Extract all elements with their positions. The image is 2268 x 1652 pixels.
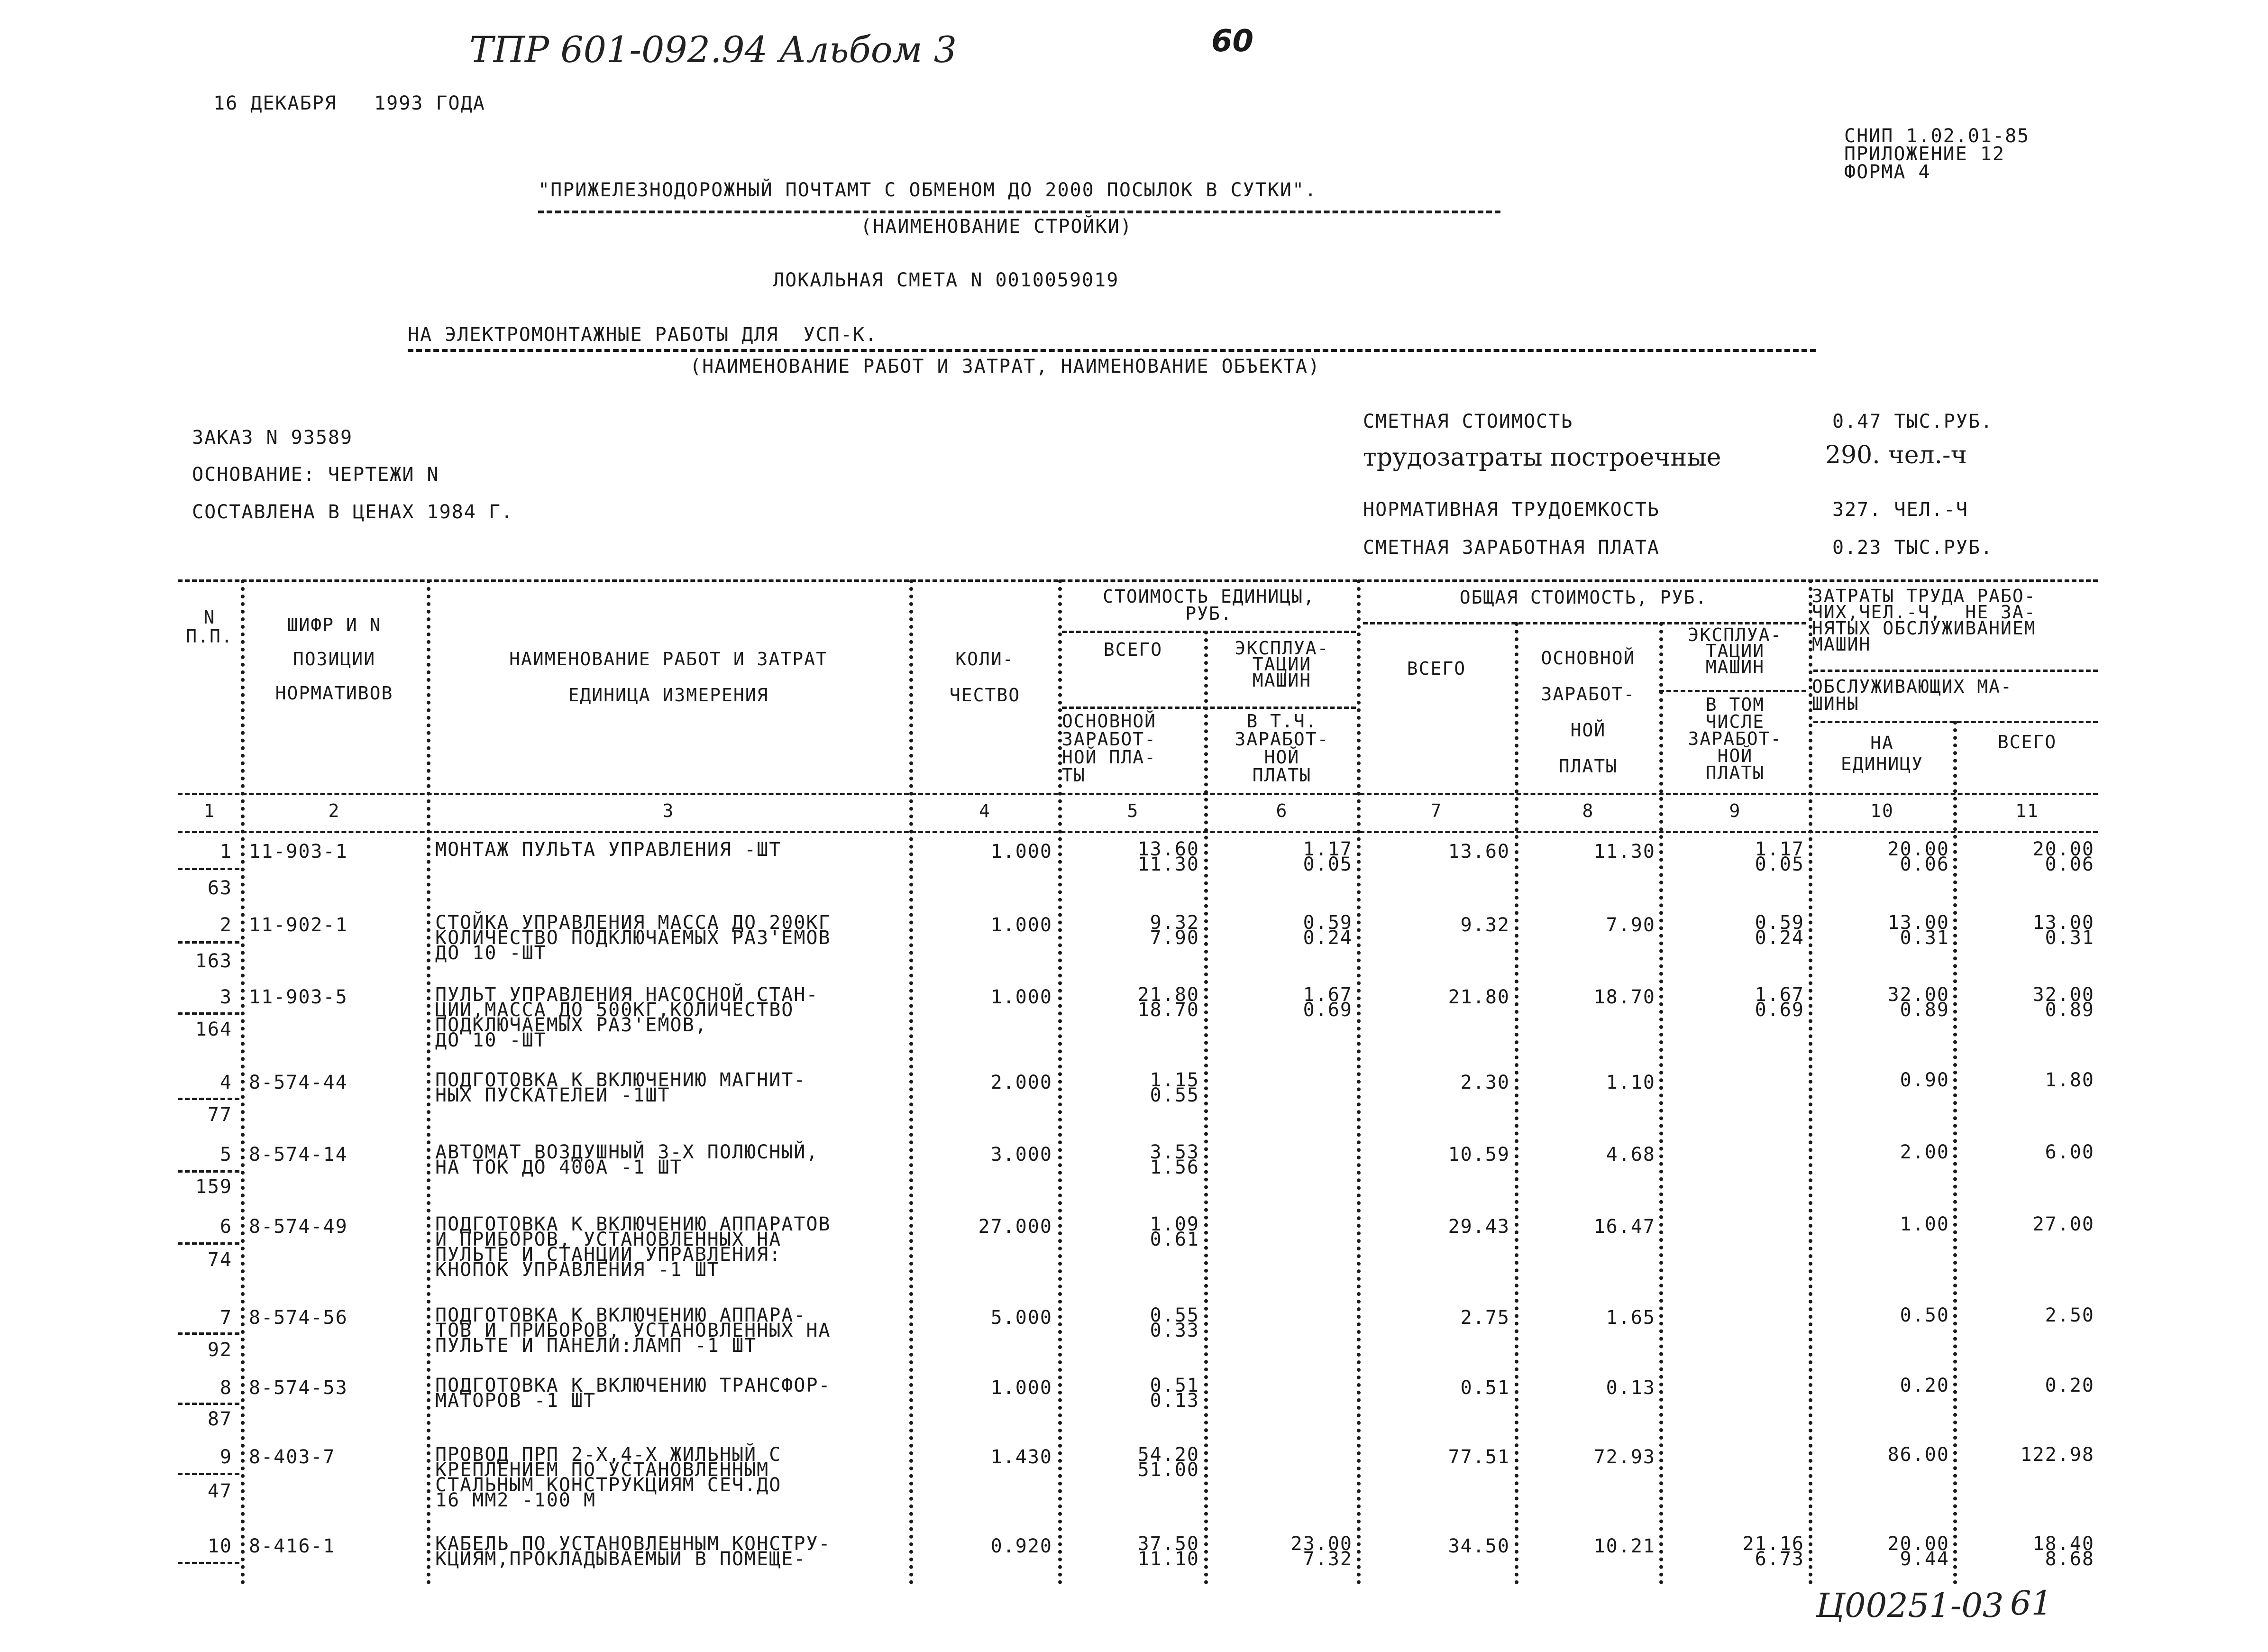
col-sep [1204,631,1208,1585]
row-name: ПОДГОТОВКА К ВКЛЮЧЕНИЮ АППАРАТОВ И ПРИБОРОВ, УСТАНОВЛЕННЫХ НА ПУЛЬТЕ И СТАНЦИИ УПРАВЛЕНИЯ: КНОПОК УПРАВЛЕНИЯ -1 ШТ [435,1213,831,1281]
row-code: 11-903-1 [249,841,348,863]
row-number: 10 [207,1535,232,1557]
labor-site-value: 290. чел.-ч [1825,441,1967,469]
row-subnumber: 74 [207,1249,232,1271]
wage-label: СМЕТНАЯ ЗАРАБОТНАЯ ПЛАТА [1363,537,1660,559]
handwritten-title: ТПР 601-092.94 Альбом 3 [469,28,957,71]
row-number: 6 [219,1216,232,1238]
header-qty: КОЛИ- ЧЕСТВО [949,649,1021,706]
row-total-machine: 1.67 0.69 [1755,984,1804,1021]
row-code: 8-416-1 [249,1535,336,1557]
row-unit-total: 0.51 0.13 [1150,1375,1199,1412]
row-labor-total: 0.20 [2045,1375,2094,1396]
snip-line: ФОРМА 4 [1844,161,1931,183]
document-date: 16 ДЕКАБРЯ 1993 ГОДА [213,92,485,114]
estimate-cost-label: СМЕТНАЯ СТОИМОСТЬ [1363,411,1573,432]
header-unit-total: ВСЕГО [1103,639,1163,660]
row-total-all: 10.59 [1448,1144,1510,1166]
norm-labor-value: 327. ЧЕЛ.-Ч [1832,499,1968,521]
row-labor-unit: 13.00 0.31 [1887,912,1949,949]
row-total-wage: 1.65 [1606,1307,1655,1329]
row-number: 9 [219,1446,232,1468]
row-number: 8 [219,1377,232,1399]
row-subnumber: 63 [207,877,232,899]
row-separator [178,1562,239,1564]
row-subnumber: 163 [195,950,232,972]
row-total-wage: 18.70 [1593,986,1655,1008]
row-name: ПУЛЬТ УПРАВЛЕНИЯ НАСОСНОЙ СТАН- ЦИИ,МАССА ДО 500КГ,КОЛИЧЕСТВО ПОДКЛЮЧАЕМЫХ РАЗ'ЕМОВ, ДО 10 -ШТ [435,984,819,1051]
row-total-wage: 7.90 [1606,914,1655,936]
header-name: НАИМЕНОВАНИЕ РАБОТ И ЗАТРАТ ЕДИНИЦА ИЗМЕРЕНИЯ [509,649,828,706]
row-labor-unit: 2.00 [1900,1141,1949,1163]
row-number: 3 [219,986,232,1008]
col-sep [1659,622,1663,1585]
row-total-wage: 72.93 [1593,1446,1655,1468]
row-number: 4 [219,1072,232,1093]
row-code: 11-903-5 [249,986,348,1008]
row-unit-total: 21.80 18.70 [1137,984,1199,1021]
wage-value: 0.23 ТЫС.РУБ. [1832,537,1994,559]
row-unit-total: 54.20 51.00 [1137,1444,1199,1481]
snip-line: СНИП 1.02.01-85 [1844,125,2030,147]
row-labor-unit: 0.50 [1900,1304,1949,1326]
row-labor-total: 32.00 0.89 [2032,984,2094,1021]
row-total-wage: 11.30 [1593,841,1655,863]
row-name: ПОДГОТОВКА К ВКЛЮЧЕНИЮ ТРАНСФОР- МАТОРОВ -1 ШТ [435,1375,831,1412]
row-unit-total: 13.60 11.30 [1137,838,1199,875]
row-qty: 3.000 [990,1144,1052,1166]
row-separator [178,1242,239,1245]
col-sep [1953,721,1957,1585]
row-subnumber: 92 [207,1339,232,1361]
header-unit-cost: СТОИМОСТЬ ЕДИНИЦЫ, РУБ. [1103,586,1315,624]
row-total-all: 2.30 [1460,1072,1510,1093]
construction-caption: (НАИМЕНОВАНИЕ СТРОЙКИ) [860,216,1133,238]
header-rule [1062,707,1356,709]
row-total-machine: 21.16 6.73 [1742,1533,1804,1570]
row-total-all: 34.50 [1448,1535,1510,1557]
col-number: 1 [203,800,216,821]
row-labor-total: 18.40 8.68 [2032,1533,2094,1570]
header-labor: ЗАТРАТЫ ТРУДА РАБО- ЧИХ,ЧЕЛ.-Ч, НЕ ЗА- НЯТЫХ ОБСЛУЖИВАНИЕМ МАШИН [1812,586,2036,655]
row-number: 1 [219,841,232,863]
header-rule [1813,670,2098,672]
header-labor-total: ВСЕГО [1997,732,2057,753]
works-name: НА ЭЛЕКТРОМОНТАЖНЫЕ РАБОТЫ ДЛЯ УСП-К. [408,324,878,346]
header-total-machine: ЭКСПЛУА- ТАЦИИ МАШИН [1688,624,1783,678]
row-total-all: 29.43 [1448,1216,1510,1238]
header-rule [1062,631,1356,633]
header-unit-machine-wage: В Т.Ч. ЗАРАБОТ- НОЙ ПЛАТЫ [1235,711,1329,786]
row-total-wage: 1.10 [1606,1072,1655,1093]
row-total-all: 9.32 [1460,914,1510,936]
col-number: 4 [979,800,991,821]
col-number: 9 [1729,800,1741,821]
row-unit-machine: 23.00 7.32 [1290,1533,1353,1570]
row-unit-machine: 1.67 0.69 [1303,984,1353,1021]
row-separator [178,1403,239,1405]
header-total-wage: ОСНОВНОЙ ЗАРАБОТ- НОЙ ПЛАТЫ [1541,648,1636,777]
col-number: 11 [2015,800,2039,821]
row-number: 7 [219,1307,232,1329]
col-sep [1058,579,1062,1585]
row-subnumber: 164 [195,1019,232,1040]
row-name: КАБЕЛЬ ПО УСТАНОВЛЕННЫМ КОНСТРУ- КЦИЯМ,ПРОКЛАДЫВАЕМЫЙ В ПОМЕЩЕ- [435,1533,831,1570]
row-unit-machine: 0.59 0.24 [1303,912,1353,949]
order-number: ЗАКАЗ N 93589 [192,427,353,449]
row-labor-total: 2.50 [2045,1304,2094,1326]
row-separator [178,1473,239,1475]
row-code: 8-574-53 [249,1377,348,1399]
row-labor-unit: 1.00 [1900,1213,1949,1235]
row-subnumber: 87 [207,1408,232,1430]
row-qty: 27.000 [978,1216,1052,1238]
row-unit-total: 9.32 7.90 [1150,912,1199,949]
row-qty: 1.430 [990,1446,1052,1468]
basis: ОСНОВАНИЕ: ЧЕРТЕЖИ N [192,464,439,486]
col-sep [241,579,245,1585]
header-total-all: ВСЕГО [1407,658,1466,679]
row-total-machine: 0.59 0.24 [1755,912,1804,949]
col-number: 5 [1127,800,1139,821]
estimate-title: ЛОКАЛЬНАЯ СМЕТА N 0010059019 [773,269,1119,291]
row-qty: 2.000 [990,1072,1052,1093]
col-number: 7 [1430,800,1443,821]
row-separator [178,1098,239,1100]
row-total-all: 21.80 [1448,986,1510,1008]
row-unit-total: 37.50 11.10 [1137,1533,1199,1570]
row-subnumber: 159 [195,1176,232,1198]
row-unit-total: 3.53 1.56 [1150,1141,1199,1178]
page-number: 60 [1211,24,1254,59]
row-separator [178,1332,239,1335]
row-labor-unit: 32.00 0.89 [1887,984,1949,1021]
row-labor-unit: 0.90 [1900,1069,1949,1091]
row-unit-total: 1.15 0.55 [1150,1069,1199,1106]
row-qty: 0.920 [990,1535,1052,1557]
row-code: 8-574-56 [249,1307,348,1329]
row-separator [178,941,239,944]
row-total-wage: 16.47 [1593,1216,1655,1238]
row-total-all: 2.75 [1460,1307,1510,1329]
row-code: 8-574-14 [249,1144,348,1166]
norm-labor-label: НОРМАТИВНАЯ ТРУДОЕМКОСТЬ [1363,499,1660,521]
row-name: АВТОМАТ ВОЗДУШНЫЙ 3-Х ПОЛЮСНЫЙ, НА ТОК ДО 400А -1 ШТ [435,1141,819,1178]
row-qty: 1.000 [990,1377,1052,1399]
row-labor-total: 1.80 [2045,1069,2094,1091]
col-number: 6 [1276,800,1288,821]
row-subnumber: 77 [207,1104,232,1126]
row-total-wage: 0.13 [1606,1377,1655,1399]
header-total-cost: ОБЩАЯ СТОИМОСТЬ, РУБ. [1459,587,1708,608]
estimate-cost-value: 0.47 ТЫС.РУБ. [1832,411,1994,432]
col-sep [1357,579,1361,1585]
row-separator [178,868,239,870]
row-subnumber: 47 [207,1480,232,1502]
row-labor-unit: 20.00 0.06 [1887,838,1949,875]
row-total-all: 0.51 [1460,1377,1510,1399]
col-number: 10 [1870,800,1894,821]
row-total-wage: 10.21 [1593,1535,1655,1557]
col-number: 2 [328,800,340,821]
price-base: СОСТАВЛЕНА В ЦЕНАХ 1984 Г. [192,501,514,523]
construction-name: "ПРИЖЕЛЕЗНОДОРОЖНЫЙ ПОЧТАМТ С ОБМЕНОМ ДО 2000 ПОСЫЛОК В СУТКИ". [538,179,1317,201]
works-caption: (НАИМЕНОВАНИЕ РАБОТ И ЗАТРАТ, НАИМЕНОВАНИЕ ОБЪЕКТА) [690,356,1321,377]
header-labor-unit: НА ЕДИНИЦУ [1840,733,1924,774]
header-unit-machine: ЭКСПЛУА- ТАЦИИ МАШИН [1235,638,1329,691]
row-name: ПОДГОТОВКА К ВКЛЮЧЕНИЮ АППАРА- ТОВ И ПРИБОРОВ, УСТАНОВЛЕННЫХ НА ПУЛЬТЕ И ПАНЕЛИ:ЛАМП -1 ШТ [435,1304,831,1357]
footer-page-number: 61 [2010,1584,2053,1623]
row-qty: 1.000 [990,986,1052,1008]
row-code: 8-403-7 [249,1446,336,1468]
row-code: 8-574-49 [249,1216,348,1238]
row-labor-total: 13.00 0.31 [2032,912,2094,949]
header-rule [1659,690,1806,692]
row-separator [178,1170,239,1173]
snip-line: ПРИЛОЖЕНИЕ 12 [1844,143,2005,165]
header-total-machine-wage: В ТОМ ЧИСЛЕ ЗАРАБОТ- НОЙ ПЛАТЫ [1688,694,1783,783]
row-unit-total: 1.09 0.61 [1150,1213,1199,1250]
row-qty: 1.000 [990,914,1052,936]
row-labor-unit: 20.00 9.44 [1887,1533,1949,1570]
row-total-wage: 4.68 [1606,1144,1655,1166]
row-name: МОНТАЖ ПУЛЬТА УПРАВЛЕНИЯ -ШТ [435,839,782,861]
row-labor-total: 122.98 [2020,1444,2094,1466]
header-code: ШИФР И N ПОЗИЦИИ НОРМАТИВОВ [275,615,393,704]
row-number: 2 [219,914,232,936]
row-code: 11-902-1 [249,914,348,936]
row-total-machine: 1.17 0.05 [1755,838,1804,875]
row-labor-total: 27.00 [2032,1213,2094,1235]
row-code: 8-574-44 [249,1072,348,1093]
row-separator [178,1012,239,1015]
row-name: ПОДГОТОВКА К ВКЛЮЧЕНИЮ МАГНИТ- НЫХ ПУСКАТЕЛЕЙ -1ШТ [435,1069,806,1106]
row-unit-machine: 1.17 0.05 [1303,838,1353,875]
row-qty: 5.000 [990,1307,1052,1329]
header-n: N П.П. [186,607,233,647]
row-labor-total: 6.00 [2045,1141,2094,1163]
row-labor-unit: 0.20 [1900,1375,1949,1396]
row-qty: 1.000 [990,841,1052,863]
row-name: ПРОВОД ПРП 2-Х,4-Х ЖИЛЬНЫЙ С КРЕПЛЕНИЕМ ПО УСТАНОВЛЕННЫМ СТАЛЬНЫМ КОНСТРУКЦИЯМ СЕЧ.ДО 16 ММ2 -100 М [435,1444,782,1511]
col-number: 8 [1582,800,1594,821]
row-labor-total: 20.00 0.06 [2032,838,2094,875]
row-total-all: 77.51 [1448,1446,1510,1468]
row-name: СТОЙКА УПРАВЛЕНИЯ МАССА ДО 200КГ КОЛИЧЕСТВО ПОДКЛЮЧАЕМЫХ РАЗ'ЕМОВ ДО 10 -ШТ [435,912,831,964]
row-labor-unit: 86.00 [1887,1444,1949,1466]
labor-site-label: трудозатраты построечные [1363,443,1721,472]
row-number: 5 [219,1144,232,1166]
row-unit-total: 0.55 0.33 [1150,1304,1199,1341]
document-stamp: Ц00251-03 [1816,1586,2004,1625]
header-unit-wage: ОСНОВНОЙ ЗАРАБОТ- НОЙ ПЛА- ТЫ [1062,711,1157,786]
col-number: 3 [662,800,675,821]
header-labor-sub: ОБСЛУЖИВАЮЩИХ МА- ШИНЫ [1812,676,2012,714]
col-sep [427,579,430,1585]
row-total-all: 13.60 [1448,841,1510,863]
